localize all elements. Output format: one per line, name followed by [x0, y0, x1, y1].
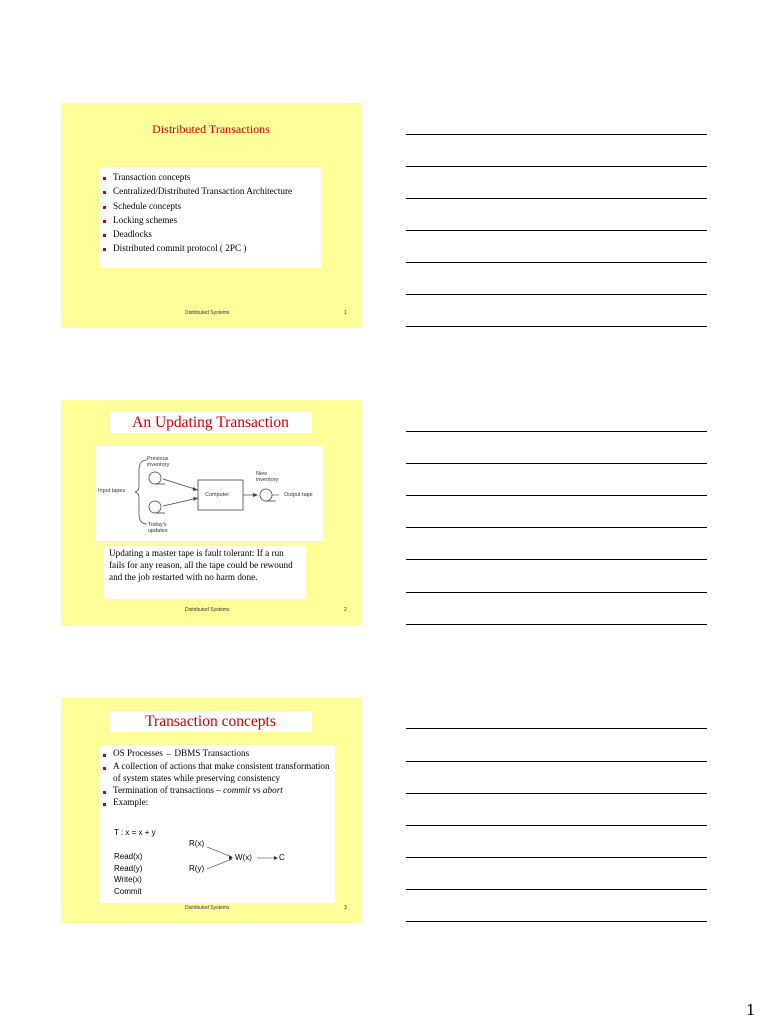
- note-line: [406, 262, 707, 263]
- note-line: [406, 921, 707, 922]
- note-line: [406, 559, 707, 560]
- label-previous-inventory: Previous inventory: [147, 456, 170, 468]
- slide-3: [61, 698, 361, 923]
- note-line: [406, 463, 707, 464]
- label-output-tape: Output tape: [284, 492, 313, 498]
- note-line: [406, 624, 707, 625]
- note-line: [406, 592, 707, 593]
- footer-label: Distributed Systems: [185, 607, 230, 613]
- list-item: Termination of transactions – commit vs abort: [99, 784, 335, 796]
- slide-title: Transaction concepts: [145, 713, 276, 730]
- note-line: [406, 166, 707, 167]
- note-line: [406, 761, 707, 762]
- note-line: [406, 889, 707, 890]
- note-line: [406, 198, 707, 199]
- label-input-tapes: Input tapes: [98, 488, 126, 494]
- slide-title: Distributed Transactions: [152, 122, 270, 136]
- example-line: Write(x): [114, 875, 142, 885]
- note-line: [406, 527, 707, 528]
- example-line: Commit: [114, 887, 142, 897]
- bullet-box: [99, 745, 335, 903]
- list-item: Example:: [99, 796, 335, 808]
- title-box: [109, 412, 312, 433]
- slide-number: 3: [344, 905, 347, 911]
- list-item: A collection of actions that make consistent transformation of system states while preserving consistency: [99, 760, 335, 784]
- updates-tape-icon: [149, 501, 161, 513]
- list-item: Locking schemes: [99, 213, 321, 227]
- note-line: [406, 326, 707, 327]
- example-line: Read(x): [114, 851, 143, 861]
- list-item: Transaction concepts: [99, 170, 321, 184]
- label-new-inventory: New inventory: [256, 471, 279, 483]
- note-line: [406, 495, 707, 496]
- note-line: [406, 230, 707, 231]
- note-line: [406, 728, 707, 729]
- list-item: Centralized/Distributed Transaction Architecture: [99, 184, 321, 198]
- list-item: Schedule concepts: [99, 199, 321, 213]
- graph-node-c: C: [279, 853, 285, 862]
- bullet-box: [99, 167, 321, 268]
- note-line: [406, 793, 707, 794]
- slide-1: [61, 103, 361, 328]
- note-line: [406, 857, 707, 858]
- label-computer: Computer: [205, 492, 230, 498]
- caption-box: [104, 546, 306, 599]
- slide-number: 1: [344, 310, 347, 316]
- footer-label: Distributed Systems: [185, 905, 230, 911]
- list-item: Distributed commit protocol ( 2PC ): [99, 241, 321, 255]
- note-line: [406, 431, 707, 432]
- graph-node-ry: R(y): [189, 864, 205, 873]
- slide-number: 2: [344, 607, 347, 613]
- example-line: T : x = x + y: [114, 828, 156, 837]
- output-tape-icon: [260, 489, 272, 501]
- page-number: 1: [746, 1001, 756, 1019]
- list-item: Deadlocks: [99, 227, 321, 241]
- diagram-box: [95, 446, 323, 541]
- equivalence-symbol: ⇔: [165, 750, 173, 758]
- schedule-graph: [99, 745, 335, 903]
- example-line: Read(y): [114, 863, 143, 873]
- note-line: [406, 134, 707, 135]
- caption-text: Updating a master tape is fault tolerant: If a run fails for any reason, all the tape could be rewound and the job restarted with no harm done.: [109, 548, 293, 582]
- note-line: [406, 825, 707, 826]
- slide-2: [61, 400, 361, 626]
- graph-node-rx: R(x): [189, 839, 205, 848]
- previous-tape-icon: [149, 472, 161, 484]
- note-line: [406, 294, 707, 295]
- slide-title: An Updating Transaction: [132, 414, 289, 431]
- list-item: OS Processes ⇔ DBMS Transactions: [99, 747, 335, 760]
- graph-node-wx: W(x): [235, 853, 252, 862]
- label-todays-updates: Today's updates: [148, 522, 168, 534]
- title-box: [109, 711, 312, 732]
- footer-label: Distributed Systems: [185, 310, 230, 316]
